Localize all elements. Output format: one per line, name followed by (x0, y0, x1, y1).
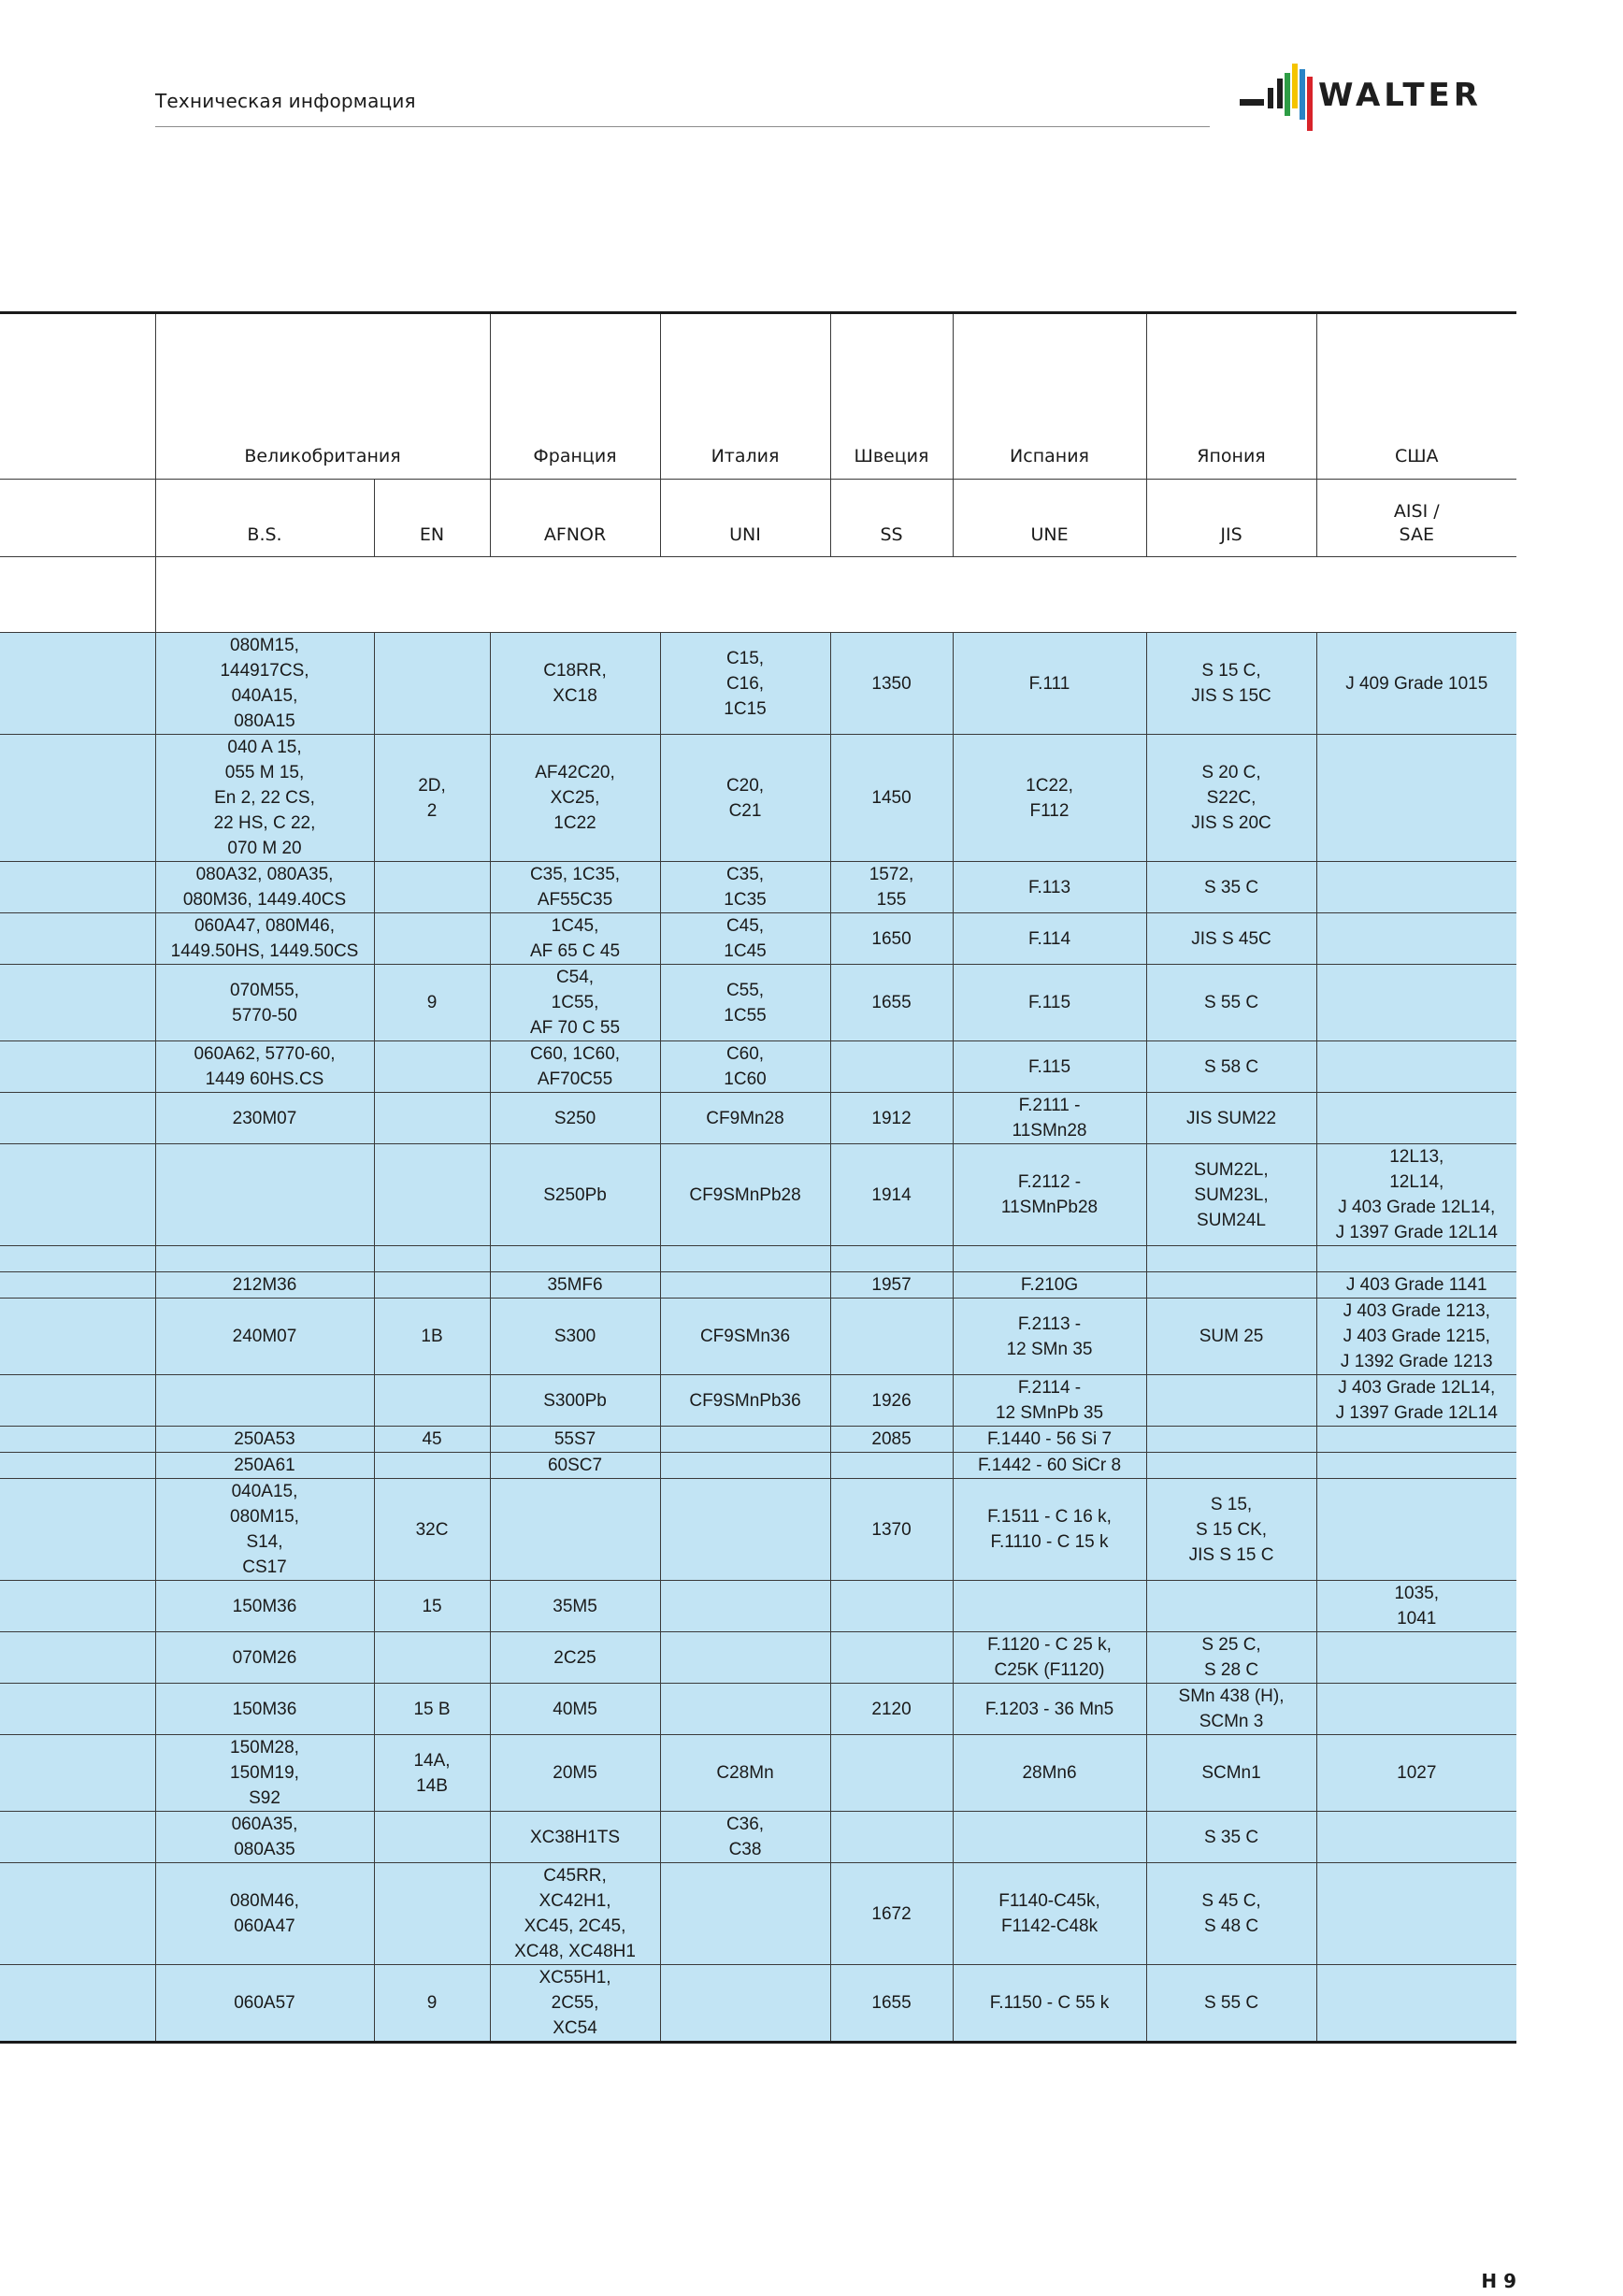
cell-aisi-sae: 1035, 1041 (1316, 1581, 1516, 1632)
cell-afnor: 1C45, AF 65 C 45 (490, 913, 660, 965)
country-italy: Италия (660, 313, 830, 480)
logo-bar-dark-left (1240, 99, 1264, 106)
cell-bs: 040 A 15, 055 M 15, En 2, 22 CS, 22 HS, C 22, 070 M 20 (155, 735, 374, 862)
cell-en (374, 1632, 490, 1684)
cell-uni (660, 1684, 830, 1735)
cell-bs: 060A35, 080A35 (155, 1812, 374, 1863)
section-title: Техническая информация (155, 90, 416, 112)
cell-bs: 070M55, 5770-50 (155, 965, 374, 1041)
table-row (0, 1299, 1516, 1375)
cell-une: F1140-C45k, F1142-C48k (953, 1863, 1146, 1965)
cell-uni (660, 1427, 830, 1453)
cell-bs: 060A47, 080M46, 1449.50HS, 1449.50CS (155, 913, 374, 965)
cell-uni (660, 1246, 830, 1272)
standard-header-row (0, 480, 1516, 557)
cell-uni (660, 1863, 830, 1965)
cell-afnor: 35M5 (490, 1581, 660, 1632)
cell-bs: 230M07 (155, 1093, 374, 1144)
cell-bs: 070M26 (155, 1632, 374, 1684)
country-usa: США (1316, 313, 1516, 480)
table-row (0, 633, 1516, 735)
cell-aisi-sae (1316, 965, 1516, 1041)
standard-ss: SS (830, 480, 953, 557)
cell-uni (660, 1581, 830, 1632)
cell-une: F.115 (953, 965, 1146, 1041)
cell-aisi-sae (1316, 1812, 1516, 1863)
cell-jis: S 35 C (1146, 1812, 1316, 1863)
cell-en (374, 1246, 490, 1272)
cell-jis (1146, 1375, 1316, 1427)
header-divider (155, 126, 1210, 127)
cell-une (953, 1246, 1146, 1272)
cell-une: F.1511 - C 16 k, F.1110 - C 15 k (953, 1479, 1146, 1581)
cell-uni: CF9SMn36 (660, 1299, 830, 1375)
cell-jis: S 15, S 15 CK, JIS S 15 C (1146, 1479, 1316, 1581)
row-lead-cell (0, 1965, 155, 2043)
cell-une: F.115 (953, 1041, 1146, 1093)
cell-ss: 1672 (830, 1863, 953, 1965)
row-lead-cell (0, 1299, 155, 1375)
row-lead-cell (0, 1735, 155, 1812)
standard-aisi-sae: AISI / SAE (1316, 480, 1516, 557)
row-lead-cell (0, 1812, 155, 1863)
row-lead-cell (0, 633, 155, 735)
cell-bs: 250A61 (155, 1453, 374, 1479)
cell-jis (1146, 1272, 1316, 1299)
cell-une: F.1440 - 56 Si 7 (953, 1427, 1146, 1453)
cell-afnor: 55S7 (490, 1427, 660, 1453)
cell-une: F.210G (953, 1272, 1146, 1299)
standard-uni: UNI (660, 480, 830, 557)
cell-jis (1146, 1581, 1316, 1632)
cell-bs (155, 1246, 374, 1272)
cell-aisi-sae: 12L13, 12L14, J 403 Grade 12L14, J 1397 Grade 12L14 (1316, 1144, 1516, 1246)
cell-une: F.1120 - C 25 k, C25K (F1120) (953, 1632, 1146, 1684)
cell-en: 14A, 14B (374, 1735, 490, 1812)
table-row (0, 913, 1516, 965)
cell-aisi-sae (1316, 735, 1516, 862)
cell-ss (830, 1246, 953, 1272)
country-uk: Великобритания (155, 313, 490, 480)
row-lead-cell (0, 735, 155, 862)
cell-bs: 040A15, 080M15, S14, CS17 (155, 1479, 374, 1581)
logo-bar-yellow (1292, 64, 1298, 108)
cell-uni: C20, C21 (660, 735, 830, 862)
table-row (0, 862, 1516, 913)
country-sweden: Швеция (830, 313, 953, 480)
cell-ss: 2120 (830, 1684, 953, 1735)
cell-bs: 212M36 (155, 1272, 374, 1299)
cell-bs: 080M46, 060A47 (155, 1863, 374, 1965)
cell-afnor: S300 (490, 1299, 660, 1375)
cell-afnor: C54, 1C55, AF 70 C 55 (490, 965, 660, 1041)
cell-ss: 1450 (830, 735, 953, 862)
cell-une: 28Mn6 (953, 1735, 1146, 1812)
cell-ss (830, 1812, 953, 1863)
cell-aisi-sae (1316, 1863, 1516, 1965)
spacer-row (0, 557, 1516, 633)
cell-bs: 240M07 (155, 1299, 374, 1375)
row-lead-cell (0, 1453, 155, 1479)
cell-jis: SMn 438 (H), SCMn 3 (1146, 1684, 1316, 1735)
cell-en (374, 1812, 490, 1863)
table-row (0, 1453, 1516, 1479)
cell-une: 1C22, F112 (953, 735, 1146, 862)
cell-une: F.111 (953, 633, 1146, 735)
table-row (0, 1581, 1516, 1632)
cell-uni: C36, C38 (660, 1812, 830, 1863)
row-lead-cell (0, 965, 155, 1041)
row-lead-cell (0, 1581, 155, 1632)
cell-une: F.2112 - 11SMnPb28 (953, 1144, 1146, 1246)
cell-afnor: 35MF6 (490, 1272, 660, 1299)
cell-aisi-sae (1316, 913, 1516, 965)
cell-bs: 080A32, 080A35, 080M36, 1449.40CS (155, 862, 374, 913)
cell-afnor: C18RR, XC18 (490, 633, 660, 735)
cell-uni: CF9SMnPb36 (660, 1375, 830, 1427)
country-japan: Япония (1146, 313, 1316, 480)
cell-afnor: 40M5 (490, 1684, 660, 1735)
cell-ss: 1350 (830, 633, 953, 735)
table-row (0, 1041, 1516, 1093)
row-lead-cell (0, 1272, 155, 1299)
cell-bs: 150M36 (155, 1581, 374, 1632)
cell-ss (830, 1041, 953, 1093)
cell-ss: 1912 (830, 1093, 953, 1144)
table-row (0, 965, 1516, 1041)
cell-aisi-sae (1316, 1427, 1516, 1453)
country-spain: Испания (953, 313, 1146, 480)
cell-uni (660, 1272, 830, 1299)
cell-aisi-sae: 1027 (1316, 1735, 1516, 1812)
cell-afnor: C60, 1C60, AF70C55 (490, 1041, 660, 1093)
standard-jis: JIS (1146, 480, 1316, 557)
table-row (0, 1427, 1516, 1453)
cell-aisi-sae (1316, 1684, 1516, 1735)
country-header-row (0, 313, 1516, 480)
cell-afnor: 2C25 (490, 1632, 660, 1684)
cell-aisi-sae (1316, 1632, 1516, 1684)
table-row (0, 1375, 1516, 1427)
cell-ss: 2085 (830, 1427, 953, 1453)
cell-ss: 1914 (830, 1144, 953, 1246)
cell-uni (660, 1479, 830, 1581)
table-row (0, 1479, 1516, 1581)
cell-jis (1146, 1246, 1316, 1272)
cell-ss (830, 1632, 953, 1684)
cell-uni (660, 1453, 830, 1479)
cell-ss (830, 1299, 953, 1375)
cell-bs: 060A62, 5770-60, 1449 60HS.CS (155, 1041, 374, 1093)
cell-aisi-sae: J 403 Grade 1141 (1316, 1272, 1516, 1299)
cell-en: 2D, 2 (374, 735, 490, 862)
table-row (0, 735, 1516, 862)
cell-uni: C60, 1C60 (660, 1041, 830, 1093)
cell-ss (830, 1581, 953, 1632)
cell-afnor: XC38H1TS (490, 1812, 660, 1863)
cell-en: 32C (374, 1479, 490, 1581)
cell-une: F.2111 - 11SMn28 (953, 1093, 1146, 1144)
cell-jis: S 35 C (1146, 862, 1316, 913)
cell-une: F.114 (953, 913, 1146, 965)
cell-afnor (490, 1246, 660, 1272)
cell-aisi-sae: J 403 Grade 12L14, J 1397 Grade 12L14 (1316, 1375, 1516, 1427)
cell-en: 9 (374, 1965, 490, 2043)
country-france: Франция (490, 313, 660, 480)
cell-en (374, 913, 490, 965)
cell-uni: C15, C16, 1C15 (660, 633, 830, 735)
cell-une: F.1442 - 60 SiCr 8 (953, 1453, 1146, 1479)
cell-uni (660, 1632, 830, 1684)
spacer-cell (0, 557, 155, 633)
logo-wordmark: WALTER (1318, 77, 1482, 114)
row-lead-cell (0, 1684, 155, 1735)
cell-jis: S 58 C (1146, 1041, 1316, 1093)
row-lead-cell (0, 1246, 155, 1272)
cell-aisi-sae: J 409 Grade 1015 (1316, 633, 1516, 735)
cell-jis (1146, 1453, 1316, 1479)
cell-en: 15 B (374, 1684, 490, 1735)
standard-une: UNE (953, 480, 1146, 557)
table-row (0, 1735, 1516, 1812)
table-row (0, 1632, 1516, 1684)
logo-bar-dark-mid (1277, 79, 1283, 108)
blank-header-cell (0, 480, 155, 557)
table-row (0, 1272, 1516, 1299)
cell-aisi-sae (1316, 1246, 1516, 1272)
page-number: H 9 (1481, 2270, 1516, 2292)
cell-jis: S 25 C, S 28 C (1146, 1632, 1316, 1684)
cell-jis: SUM22L, SUM23L, SUM24L (1146, 1144, 1316, 1246)
cell-en (374, 1272, 490, 1299)
blank-header-cell (0, 313, 155, 480)
cell-afnor: S250 (490, 1093, 660, 1144)
row-lead-cell (0, 1093, 155, 1144)
cell-en: 45 (374, 1427, 490, 1453)
cell-afnor (490, 1479, 660, 1581)
cell-uni: C35, 1C35 (660, 862, 830, 913)
cell-en (374, 862, 490, 913)
logo-bar-red (1307, 77, 1313, 131)
cell-aisi-sae (1316, 1965, 1516, 2043)
cell-aisi-sae (1316, 1041, 1516, 1093)
cell-uni: CF9Mn28 (660, 1093, 830, 1144)
logo-bar-blue (1300, 69, 1305, 120)
row-lead-cell (0, 1427, 155, 1453)
cell-en: 15 (374, 1581, 490, 1632)
cell-jis: S 55 C (1146, 965, 1316, 1041)
cell-aisi-sae (1316, 1453, 1516, 1479)
row-lead-cell (0, 1863, 155, 1965)
cell-une: F.2113 - 12 SMn 35 (953, 1299, 1146, 1375)
cell-une (953, 1812, 1146, 1863)
cell-jis: S 20 C, S22C, JIS S 20C (1146, 735, 1316, 862)
logo-bar-dark-right (1268, 88, 1273, 108)
cell-jis: JIS SUM22 (1146, 1093, 1316, 1144)
cell-en (374, 1453, 490, 1479)
row-lead-cell (0, 1375, 155, 1427)
standard-afnor: AFNOR (490, 480, 660, 557)
cell-ss: 1655 (830, 965, 953, 1041)
cell-ss (830, 1453, 953, 1479)
cell-aisi-sae (1316, 862, 1516, 913)
cell-jis: S 55 C (1146, 1965, 1316, 2043)
cell-une: F.1203 - 36 Mn5 (953, 1684, 1146, 1735)
cell-ss: 1926 (830, 1375, 953, 1427)
cell-en (374, 1375, 490, 1427)
cell-jis: SUM 25 (1146, 1299, 1316, 1375)
cell-ss (830, 1735, 953, 1812)
cell-afnor: 60SC7 (490, 1453, 660, 1479)
table-row (0, 1812, 1516, 1863)
table-row (0, 1144, 1516, 1246)
cell-jis: SCMn1 (1146, 1735, 1316, 1812)
cell-bs: 250A53 (155, 1427, 374, 1453)
table-row (0, 1965, 1516, 2043)
standard-bs: B.S. (155, 480, 374, 557)
cell-une: F.113 (953, 862, 1146, 913)
cell-ss: 1572, 155 (830, 862, 953, 913)
cell-ss: 1370 (830, 1479, 953, 1581)
steel-grades-table (0, 311, 1516, 2044)
cell-ss: 1655 (830, 1965, 953, 2043)
cell-une: F.2114 - 12 SMnPb 35 (953, 1375, 1146, 1427)
cell-afnor: C45RR, XC42H1, XC45, 2C45, XC48, XC48H1 (490, 1863, 660, 1965)
row-lead-cell (0, 862, 155, 913)
cell-afnor: S250Pb (490, 1144, 660, 1246)
cell-afnor: XC55H1, 2C55, XC54 (490, 1965, 660, 2043)
cell-aisi-sae: J 403 Grade 1213, J 403 Grade 1215, J 1392 Grade 1213 (1316, 1299, 1516, 1375)
cell-en (374, 633, 490, 735)
cell-bs: 150M28, 150M19, S92 (155, 1735, 374, 1812)
cell-une: F.1150 - C 55 k (953, 1965, 1146, 2043)
cell-bs (155, 1375, 374, 1427)
table-row (0, 1684, 1516, 1735)
cell-en (374, 1863, 490, 1965)
cell-uni: C28Mn (660, 1735, 830, 1812)
cell-afnor: S300Pb (490, 1375, 660, 1427)
cell-en: 9 (374, 965, 490, 1041)
cell-ss: 1650 (830, 913, 953, 965)
cell-jis (1146, 1427, 1316, 1453)
row-lead-cell (0, 1144, 155, 1246)
cell-uni: C45, 1C45 (660, 913, 830, 965)
cell-aisi-sae (1316, 1093, 1516, 1144)
spacer-cell (155, 557, 1516, 633)
cell-en: 1B (374, 1299, 490, 1375)
row-lead-cell (0, 1632, 155, 1684)
row-lead-cell (0, 1041, 155, 1093)
cell-en (374, 1144, 490, 1246)
cell-jis: S 45 C, S 48 C (1146, 1863, 1316, 1965)
table-row (0, 1246, 1516, 1272)
cell-en (374, 1093, 490, 1144)
cell-afnor: AF42C20, XC25, 1C22 (490, 735, 660, 862)
row-lead-cell (0, 913, 155, 965)
cell-uni: CF9SMnPb28 (660, 1144, 830, 1246)
cell-jis: S 15 C, JIS S 15C (1146, 633, 1316, 735)
cell-afnor: C35, 1C35, AF55C35 (490, 862, 660, 913)
cell-uni: C55, 1C55 (660, 965, 830, 1041)
row-lead-cell (0, 1479, 155, 1581)
cell-ss: 1957 (830, 1272, 953, 1299)
cell-en (374, 1041, 490, 1093)
cell-bs: 080M15, 144917CS, 040A15, 080A15 (155, 633, 374, 735)
cell-une (953, 1581, 1146, 1632)
cell-bs (155, 1144, 374, 1246)
cell-aisi-sae (1316, 1479, 1516, 1581)
table-row (0, 1863, 1516, 1965)
cell-bs: 150M36 (155, 1684, 374, 1735)
cell-uni (660, 1965, 830, 2043)
standard-en: EN (374, 480, 490, 557)
cell-jis: JIS S 45C (1146, 913, 1316, 965)
logo-bar-green (1285, 73, 1290, 116)
cell-bs: 060A57 (155, 1965, 374, 2043)
table-row (0, 1093, 1516, 1144)
cell-afnor: 20M5 (490, 1735, 660, 1812)
